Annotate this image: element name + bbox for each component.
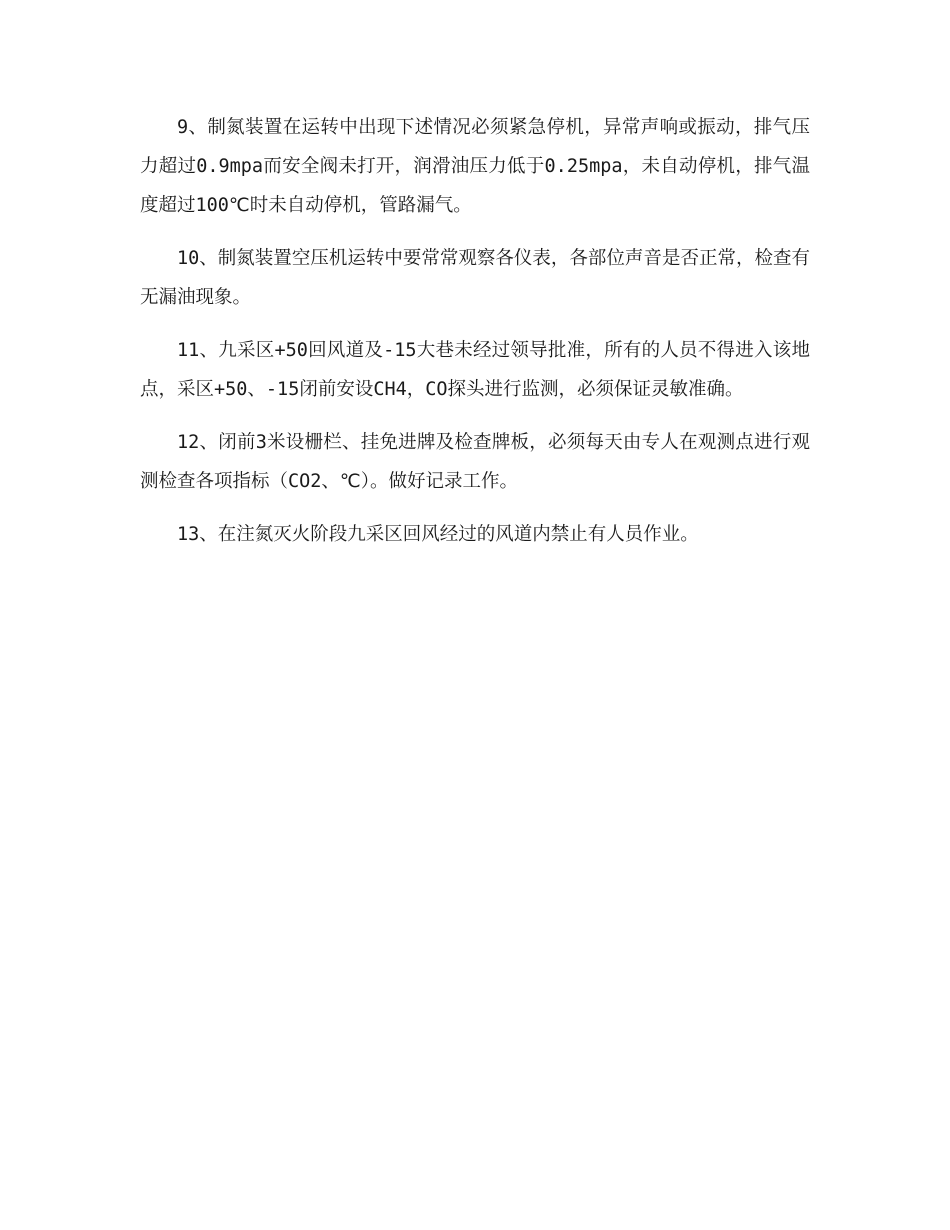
paragraph-item-10: 10、制氮装置空压机运转中要常常观察各仪表，各部位声音是否正常，检查有无漏油现象。 xyxy=(140,248,810,308)
paragraph-item-9: 9、制氮装置在运转中出现下述情况必须紧急停机，异常声响或振动，排气压力超过0.9mpa而安全阀未打开，润滑油压力低于0.25mpa，未自动停机，排气温度超过100℃时未自动停机，管路漏气。 xyxy=(140,117,810,216)
paragraph-item-13: 13、在注氮灭火阶段九采区回风经过的风道内禁止有人员作业。 xyxy=(177,524,699,545)
paragraph-item-12: 12、闭前3米设栅栏、挂免进牌及检查牌板，必须每天由专人在观测点进行观测检查各项指标（CO2、℃）。做好记录工作。 xyxy=(140,432,810,492)
paragraph-item-11: 11、九采区+50回风道及-15大巷未经过领导批准，所有的人员不得进入该地点，采区+50、-15闭前安设CH4，CO探头进行监测，必须保证灵敏准确。 xyxy=(140,340,810,400)
document-body xyxy=(140,108,810,568)
